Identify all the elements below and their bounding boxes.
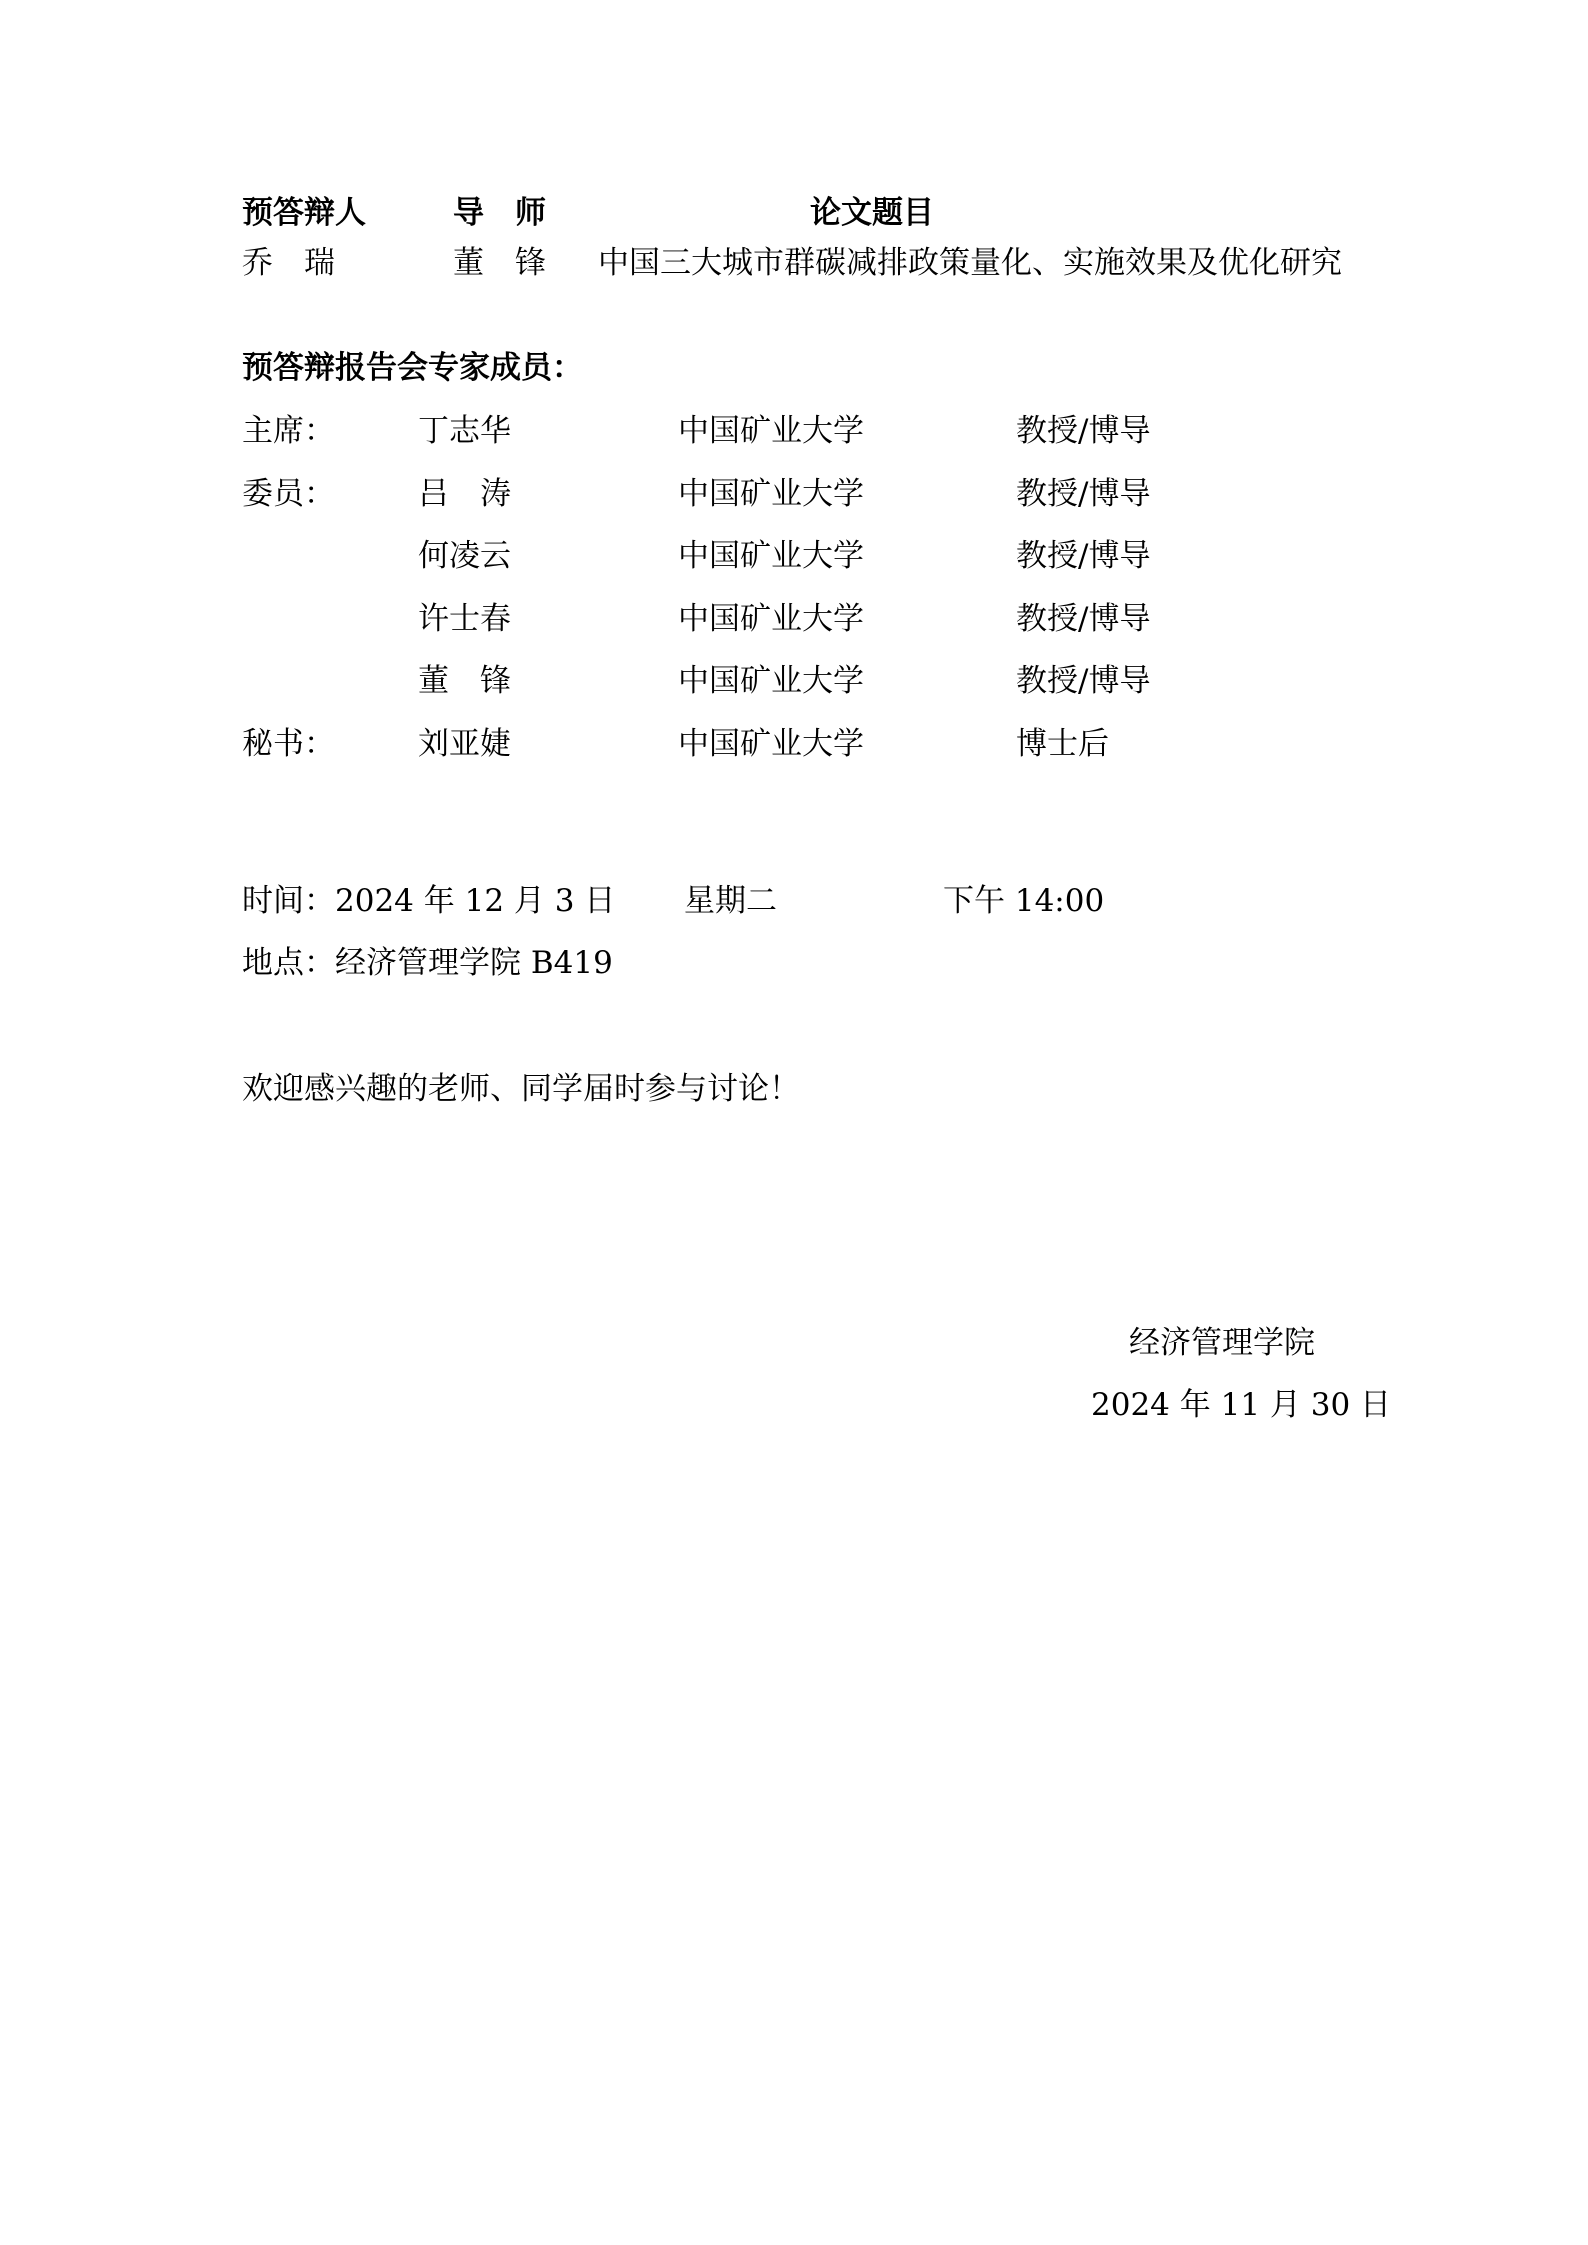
schedule-weekday: 星期二 bbox=[684, 883, 777, 919]
defender-name: 乔 瑞 bbox=[242, 245, 335, 281]
member-affiliation: 中国矿业大学 bbox=[678, 726, 864, 762]
member-position: 教授/博导 bbox=[1016, 476, 1151, 512]
member-name: 丁志华 bbox=[418, 413, 511, 449]
member-affiliation: 中国矿业大学 bbox=[678, 476, 864, 512]
member-name: 董 锋 bbox=[418, 663, 511, 699]
signature-org: 经济管理学院 bbox=[1129, 1325, 1315, 1361]
signature-date: 2024 年 11 月 30 日 bbox=[1091, 1387, 1392, 1423]
member-name: 刘亚婕 bbox=[418, 726, 511, 762]
member-role: 秘书： bbox=[242, 726, 335, 762]
header-title: 论文题目 bbox=[810, 195, 934, 231]
invitation-text: 欢迎感兴趣的老师、同学届时参与讨论！ bbox=[242, 1071, 800, 1107]
member-position: 教授/博导 bbox=[1016, 601, 1151, 637]
advisor-name: 董 锋 bbox=[453, 245, 546, 281]
schedule-place: 地点：经济管理学院 B419 bbox=[242, 945, 613, 981]
schedule-time: 时间：2024 年 12 月 3 日 bbox=[242, 883, 616, 919]
member-affiliation: 中国矿业大学 bbox=[678, 601, 864, 637]
member-position: 博士后 bbox=[1016, 726, 1109, 762]
member-name: 吕 涛 bbox=[418, 476, 511, 512]
member-position: 教授/博导 bbox=[1016, 538, 1151, 574]
member-affiliation: 中国矿业大学 bbox=[678, 663, 864, 699]
member-position: 教授/博导 bbox=[1016, 663, 1151, 699]
member-affiliation: 中国矿业大学 bbox=[678, 538, 864, 574]
committee-heading: 预答辩报告会专家成员： bbox=[242, 350, 583, 386]
thesis-title: 中国三大城市群碳减排政策量化、实施效果及优化研究 bbox=[598, 245, 1342, 281]
header-advisor: 导 师 bbox=[453, 195, 546, 231]
member-affiliation: 中国矿业大学 bbox=[678, 413, 864, 449]
member-name: 何凌云 bbox=[418, 538, 511, 574]
member-role: 委员： bbox=[242, 476, 335, 512]
member-position: 教授/博导 bbox=[1016, 413, 1151, 449]
schedule-clock: 下午 14:00 bbox=[943, 883, 1105, 919]
member-name: 许士春 bbox=[418, 601, 511, 637]
member-role: 主席： bbox=[242, 413, 335, 449]
header-defender: 预答辩人 bbox=[242, 195, 366, 231]
